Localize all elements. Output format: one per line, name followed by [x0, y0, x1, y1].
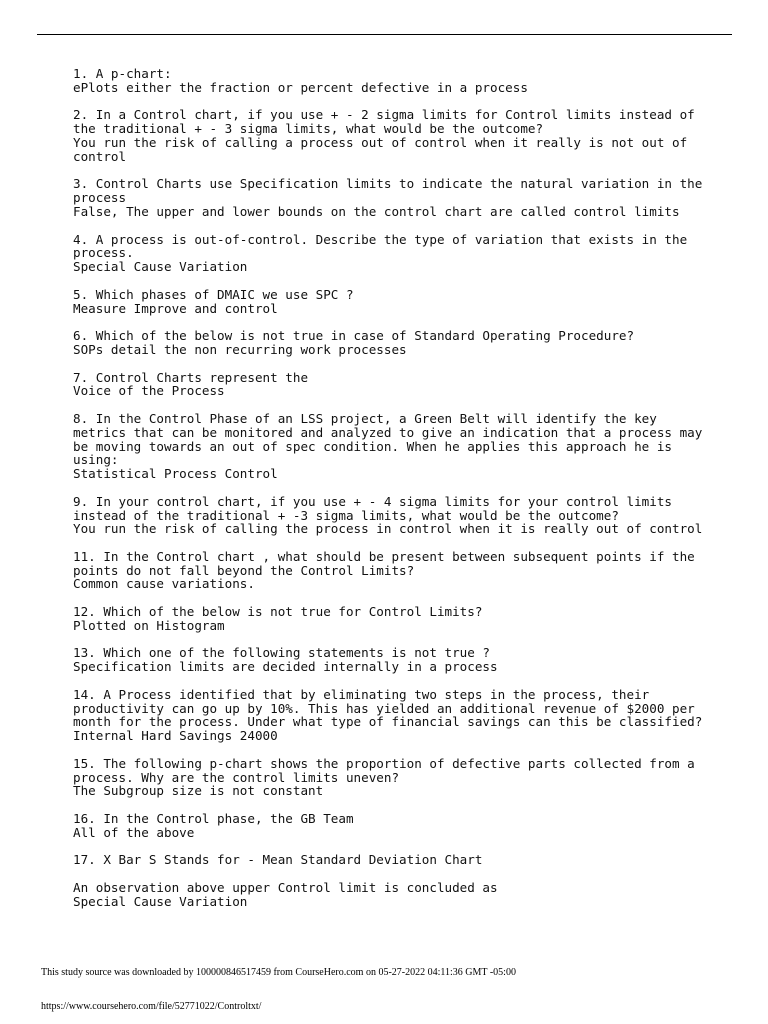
answer-text: The Subgroup size is not constant [73, 783, 324, 799]
answer-text: Plotted on Histogram [73, 617, 225, 633]
answer-text: SOPs detail the non recurring work processes [73, 341, 407, 357]
answer-text: Special Cause Variation [73, 893, 248, 909]
qa-item-14 [73, 688, 713, 743]
question-text: 5. Which phases of DMAIC we use SPC ? [73, 286, 354, 302]
answer-text: You run the risk of calling the process in control when it is really out of control [73, 521, 703, 537]
answer-text: Voice of the Process [73, 383, 225, 399]
question-text: 17. X Bar S Stands for - Mean Standard Deviation Chart [73, 852, 483, 868]
qa-item-11 [73, 550, 713, 591]
question-text: 6. Which of the below is not true in case of Standard Operating Procedure? [73, 328, 635, 344]
qa-item-3 [73, 177, 713, 218]
header-divider [37, 34, 732, 35]
qa-item-6 [73, 329, 713, 357]
source-url[interactable]: https://www.coursehero.com/file/52771022/Controltxt/ [41, 1001, 262, 1012]
qa-item-17 [73, 853, 713, 867]
answer-text: False, The upper and lower bounds on the control chart are called control limits [73, 203, 680, 219]
download-source-notice: This study source was downloaded by 100000846517459 from CourseHero.com on 05-27-2022 04:11:36 GMT -05:00 [41, 967, 516, 978]
question-text: 2. In a Control chart, if you use + - 2 sigma limits for Control limits instead of the traditional + - 3 sigma limits, what would be the outcome? [73, 107, 703, 137]
qa-item-1 [73, 67, 713, 95]
answer-text: Special Cause Variation [73, 259, 248, 275]
qa-item-13 [73, 646, 713, 674]
answer-text: All of the above [73, 824, 195, 840]
question-text: 8. In the Control Phase of an LSS project, a Green Belt will identify the key metrics that can be monitored and analyzed to give an indication that a process may be moving towards an out of spec condition. When he applies this approach he is using: [73, 410, 710, 468]
qa-item-12 [73, 605, 713, 633]
question-text: 15. The following p-chart shows the proportion of defective parts collected from a process. Why are the control limits uneven? [73, 755, 703, 785]
question-text: 14. A Process identified that by eliminating two steps in the process, their productivity can go up by 10%. This has yielded an additional revenue of $2000 per month for the process. Under what type of financial savings can this be classified? [73, 686, 703, 730]
answer-text: Measure Improve and control [73, 300, 278, 316]
question-text: An observation above upper Control limit is concluded as [73, 880, 498, 896]
question-text: 12. Which of the below is not true for Control Limits? [73, 604, 483, 620]
answer-text: ePlots either the fraction or percent defective in a process [73, 79, 528, 95]
answer-text: Internal Hard Savings 24000 [73, 728, 278, 744]
document-body [73, 67, 713, 922]
qa-item-7 [73, 371, 713, 399]
answer-text: Statistical Process Control [73, 466, 278, 482]
question-text: 11. In the Control chart , what should be present between subsequent points if the points do not fall beyond the Control Limits? [73, 548, 703, 578]
qa-item-8 [73, 412, 713, 481]
question-text: 4. A process is out-of-control. Describe the type of variation that exists in the process. [73, 231, 695, 261]
question-text: 7. Control Charts represent the [73, 369, 309, 385]
answer-text: Specification limits are decided internally in a process [73, 659, 498, 675]
qa-item-4 [73, 233, 713, 274]
qa-item-5 [73, 288, 713, 316]
qa-item-observation [73, 881, 713, 909]
answer-text: You run the risk of calling a process out of control when it really is not out of control [73, 134, 695, 164]
answer-text: Common cause variations. [73, 576, 255, 592]
question-text: 1. A p-chart: [73, 66, 172, 81]
question-text: 3. Control Charts use Specification limits to indicate the natural variation in the process [73, 176, 710, 206]
question-text: 16. In the Control phase, the GB Team [73, 811, 354, 827]
qa-item-9 [73, 495, 713, 536]
question-text: 13. Which one of the following statements is not true ? [73, 645, 491, 661]
qa-item-16 [73, 812, 713, 840]
question-text: 9. In your control chart, if you use + - 4 sigma limits for your control limits instead of the traditional + -3 sigma limits, what would be the outcome? [73, 493, 680, 523]
qa-item-15 [73, 757, 713, 798]
qa-item-2 [73, 108, 713, 163]
